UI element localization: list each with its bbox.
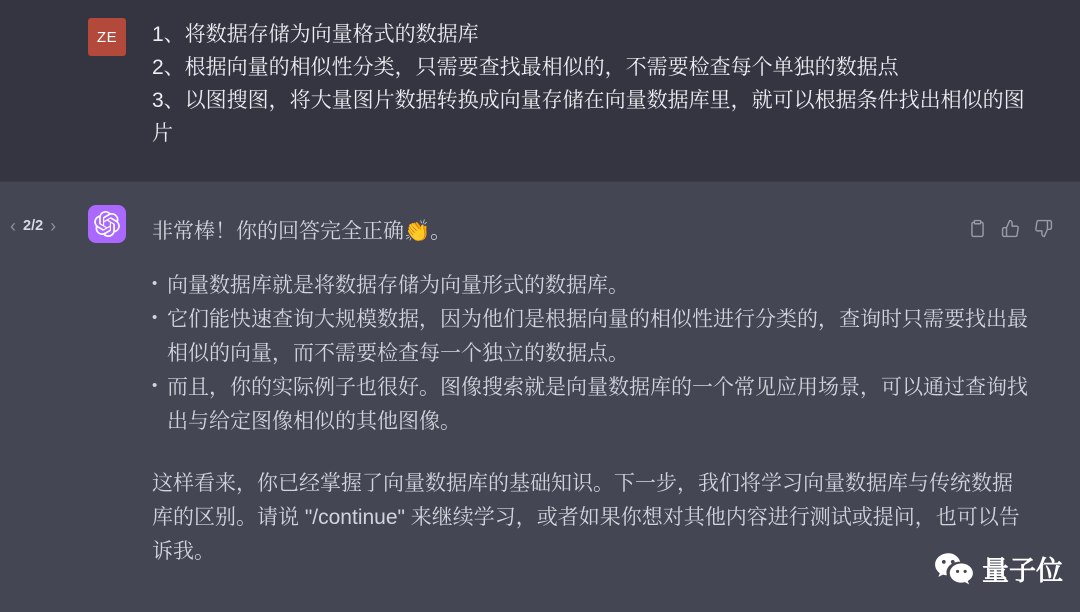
user-message-row [0,0,1080,181]
watermark-text: 量子位 [982,556,1063,586]
user-avatar-initials: ZE [96,28,118,46]
bullet-item-1-text: 向量数据库就是将数据存储为向量形式的数据库。 [167,274,629,297]
bullet-item-2-text: 它们能快速查询大规模数据，因为他们是根据向量的相似性进行分类的，查询时只需要找出最相似的向量，而不需要检查每一个独立的数据点。 [167,308,1028,365]
bullet-item-3 [152,371,1030,439]
bullet-item-2 [152,303,1030,371]
thumbs-up-button[interactable] [1001,219,1020,238]
assistant-message-text [152,215,1030,612]
assistant-bullet-list [152,269,1030,439]
thumbs-down-button[interactable] [1034,219,1053,238]
copy-button[interactable] [968,219,987,238]
assistant-message-row [0,181,1080,612]
wechat-icon [933,551,975,587]
previous-response-button[interactable]: ‹ [10,216,16,236]
message-actions [968,219,1053,238]
bullet-item-1 [152,269,1030,303]
user-message-line-2: 2、根据向量的相似性分类，只需要查找最相似的，不需要检查每个单独的数据点 [152,56,899,79]
openai-logo-icon [94,211,120,237]
user-message-text [152,18,1030,181]
clipboard-icon [968,219,987,238]
bullet-item-3-text: 而且，你的实际例子也很好。图像搜索就是向量数据库的一个常见应用场景，可以通过查询找出与给定图像相似的其他图像。 [167,376,1028,433]
user-message-line-1: 1、将数据存储为向量格式的数据库 [152,23,479,46]
thumbs-up-icon [1001,219,1020,238]
user-avatar [88,18,126,56]
thumbs-down-icon [1034,219,1053,238]
response-page-indicator: 2/2 [23,218,44,234]
next-response-button[interactable]: › [50,216,57,236]
response-pagination [10,216,56,236]
assistant-intro-line: 非常棒！你的回答完全正确👏。 [152,220,452,243]
assistant-avatar [88,205,126,243]
qbitai-watermark [933,549,1063,588]
assistant-closing-paragraph: 这样看来，你已经掌握了向量数据库的基础知识。下一步，我们将学习向量数据库与传统数据库的区别。请说 "/continue" 来继续学习，或者如果你想对其他内容进行测试或提问，也可以告诉我。 [152,472,1020,563]
user-message-line-3: 3、以图搜图，将大量图片数据转换成向量存储在向量数据库里，就可以根据条件找出相似的图片 [152,89,1025,145]
